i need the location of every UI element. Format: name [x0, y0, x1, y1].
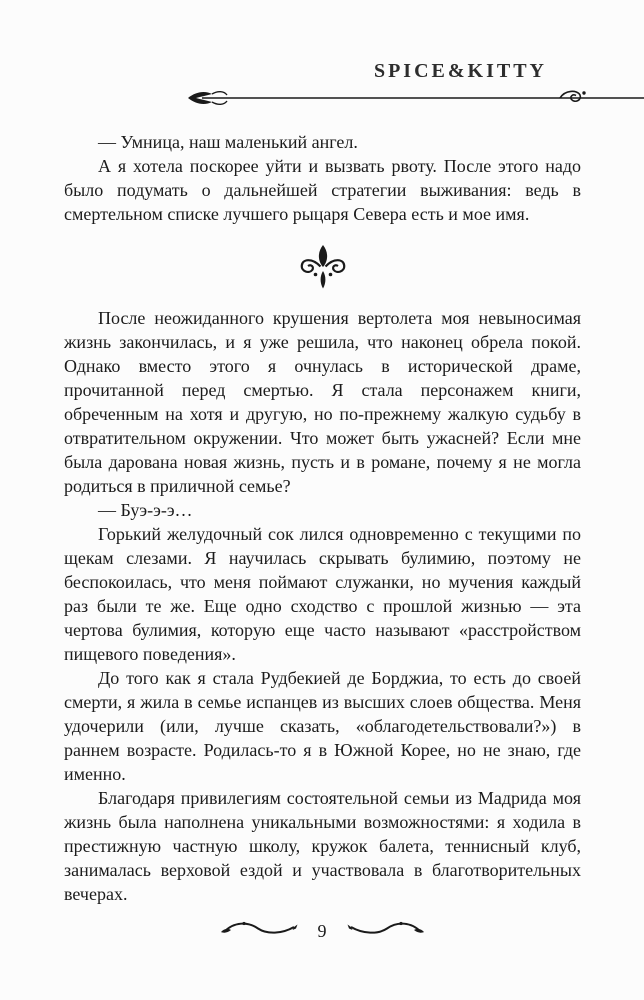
page-body [64, 130, 581, 906]
footer-flourish-right-icon [347, 919, 425, 944]
header-rule-ornament-icon [188, 88, 644, 108]
page-number: 9 [317, 921, 327, 941]
section-divider [64, 244, 581, 290]
paragraph: — Буэ-э-э… [98, 500, 193, 520]
footer-flourish-left-icon [220, 919, 298, 944]
paragraph: Горький желудочный сок лился одновременно с текущими по щекам слезами. Я научилась скрывать булимию, поэтому не беспокоилась, что меня поймают служанки, но мучения каждый раз были те же. Еще одно сходство с прошлой жизнью — эта чертова булимия, которую еще часто называют «расстройством пищевого поведения». [64, 524, 581, 664]
page-footer [0, 919, 644, 944]
paragraph: А я хотела поскорее уйти и вызвать рвоту. После этого надо было подумать о дальнейшей стратегии выживания: ведь в смертельном списке лучшего рыцаря Севера есть и мое имя. [64, 156, 581, 224]
paragraph: — Умница, наш маленький ангел. [98, 132, 358, 152]
fleuron-ornament-icon [299, 244, 347, 290]
running-head-title: SPICE&KITTY [373, 60, 547, 82]
paragraph: До того как я стала Рудбекией де Борджиа, то есть до своей смерти, я жила в семье испанцев из высших слоев общества. Меня удочерили (или, лучше сказать, «облагодетельствовали?») в раннем возрасте. Родилась-то я в Южной Корее, но не знаю, где именно. [64, 668, 581, 784]
paragraph: После неожиданного крушения вертолета моя невыносимая жизнь закончилась, и я уже решила, что наконец обрела покой. Однако вместо этого я очнулась в исторической драме, прочитанной перед смертью. Я стала персонажем книги, обреченным на хотя и другую, но по-прежнему жалкую судьбу в отвратительном окружении. Что может быть ужасней? Если мне была дарована новая жизнь, пусть и в романе, почему я не могла родиться в приличной семье? [64, 308, 581, 496]
paragraph: Благодаря привилегиям состоятельной семьи из Мадрида моя жизнь была наполнена уникальными возможностями: я ходила в престижную частную школу, кружок балета, теннисный клуб, занималась верховой ездой и участвовала в благотворительных вечерах. [64, 788, 581, 904]
